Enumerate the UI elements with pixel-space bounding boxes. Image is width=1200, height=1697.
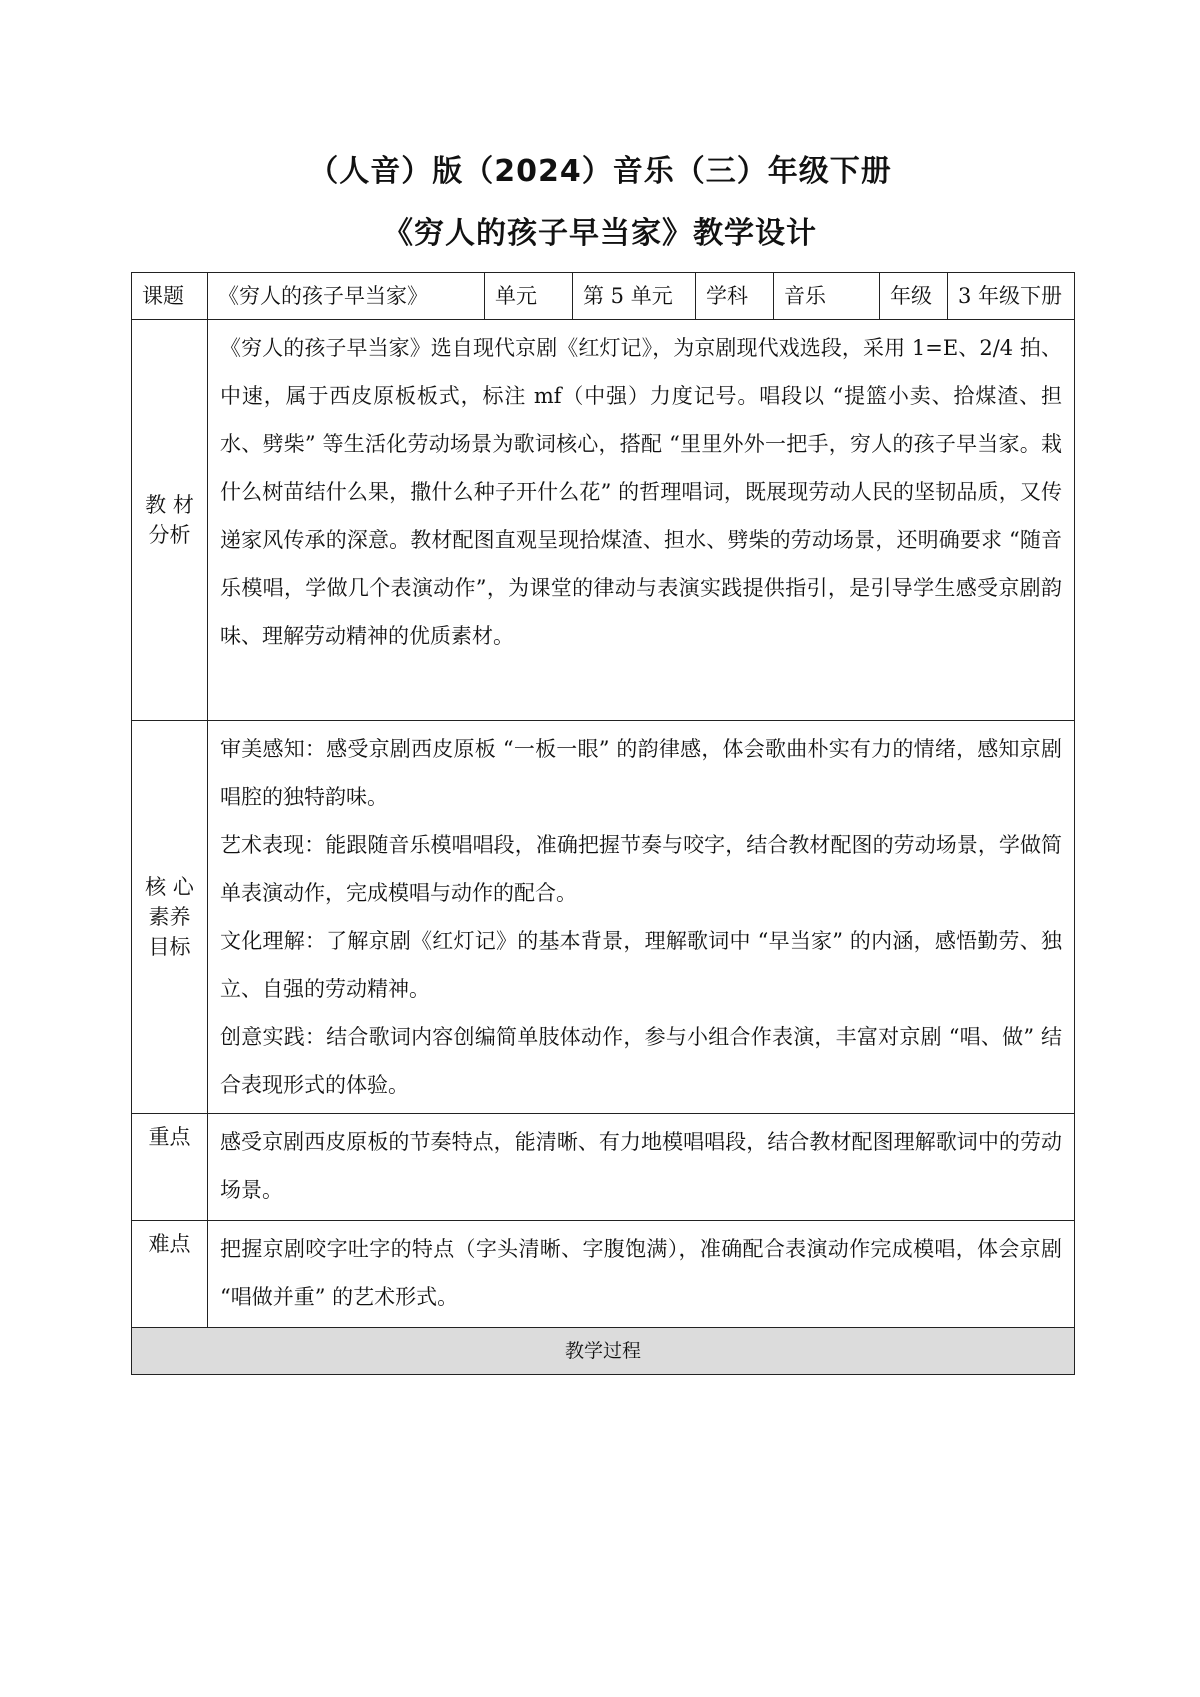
core-goals-row	[132, 721, 1075, 1114]
material-analysis-text: 《穷人的孩子早当家》选自现代京剧《红灯记》，为京剧现代戏选段，采用 1=E、2/4 拍、中速，属于西皮原板板式，标注 mf（中强）力度记号。唱段以 “提篮小卖、拾煤渣、担水、劈柴” 等生活化劳动场景为歌词核心，搭配 “里里外外一把手，穷人的孩子早当家。栽什么树苗结什么果，撒什么种子开什么花” 的哲理唱词，既展现劳动人民的坚韧品质，又传递家风传承的深意。教材配图直观呈现拾煤渣、担水、劈柴的劳动场景，还明确要求 “随音乐模唱，学做几个表演动作”，为课堂的律动与表演实践提供指引，是引导学生感受京剧韵味、理解劳动精神的优质素材。	[208, 320, 1075, 721]
document-title-line2: 《穷人的孩子早当家》教学设计	[383, 216, 817, 251]
grade-label: 年级	[880, 273, 948, 320]
difficulty-label: 难点	[132, 1221, 208, 1328]
unit-value: 第 5 单元	[573, 273, 696, 320]
difficulty-row	[132, 1221, 1075, 1328]
process-row	[132, 1328, 1075, 1375]
material-analysis-row	[132, 320, 1075, 721]
key-point-text: 感受京剧西皮原板的节奏特点，能清晰、有力地模唱唱段，结合教材配图理解歌词中的劳动场景。	[208, 1114, 1075, 1221]
goal-cultural: 文化理解：了解京剧《红灯记》的基本背景，理解歌词中 “早当家” 的内涵，感悟勤劳、独立、自强的劳动精神。	[220, 929, 1062, 1001]
key-point-row	[132, 1114, 1075, 1221]
topic-label: 课题	[132, 273, 208, 320]
material-analysis-label	[132, 320, 208, 721]
lesson-design-table	[131, 272, 1075, 1375]
core-goals-text	[208, 721, 1075, 1114]
topic-value: 《穷人的孩子早当家》	[208, 273, 485, 320]
process-label: 教学过程	[132, 1328, 1075, 1375]
goal-artistic: 艺术表现：能跟随音乐模唱唱段，准确把握节奏与咬字，结合教材配图的劳动场景，学做简单表演动作，完成模唱与动作的配合。	[220, 833, 1062, 905]
goal-creative: 创意实践：结合歌词内容创编简单肢体动作，参与小组合作表演，丰富对京剧 “唱、做” 结合表现形式的体验。	[220, 1025, 1062, 1097]
core-goals-label	[132, 721, 208, 1114]
key-point-label: 重点	[132, 1114, 208, 1221]
unit-label: 单元	[485, 273, 573, 320]
core-goals-label-text: 核 心 素养 目标	[145, 875, 194, 959]
document-title-line1: （人音）版（2024）音乐（三）年级下册	[308, 154, 892, 189]
material-analysis-label-text: 教 材 分析	[145, 493, 194, 547]
goal-aesthetic: 审美感知：感受京剧西皮原板 “一板一眼” 的韵律感，体会歌曲朴实有力的情绪，感知京剧唱腔的独特韵味。	[220, 737, 1062, 809]
subject-label: 学科	[696, 273, 774, 320]
difficulty-text: 把握京剧咬字吐字的特点（字头清晰、字腹饱满），准确配合表演动作完成模唱，体会京剧 “唱做并重” 的艺术形式。	[208, 1221, 1075, 1328]
subject-value: 音乐	[774, 273, 880, 320]
info-row	[132, 273, 1075, 320]
grade-value: 3 年级下册	[948, 273, 1075, 320]
